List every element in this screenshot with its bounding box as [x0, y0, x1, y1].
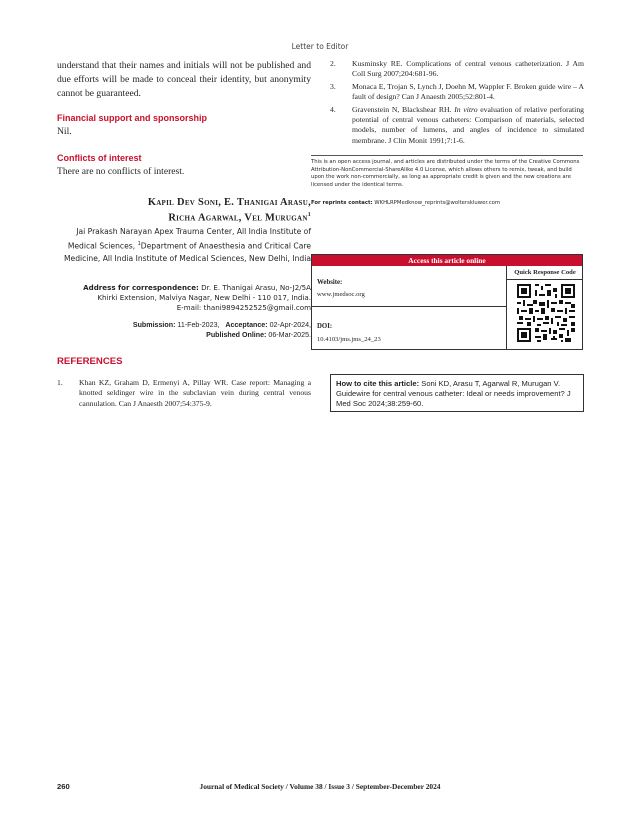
website-label: Website:	[317, 279, 343, 286]
correspondence-line-1	[57, 283, 311, 293]
reference-rest: evaluation of relative perforating potential of central venous catheters: Comparison of materials, selected models, number of lumens, and angles of incidence to simulated membrane. J Clin Monit 1991;7:1-6.	[352, 104, 585, 145]
correspondence-name: Dr. E. Thanigai Arasu, No-J2/5A	[201, 283, 311, 292]
reprints-email[interactable]: WKHLRPMedknow_reprints@wolterskluwer.com	[374, 200, 501, 206]
affiliation-superscript: 1	[137, 241, 141, 248]
author-superscript: 1	[307, 212, 311, 218]
conflicts-heading: Conflicts of interest	[57, 153, 142, 163]
reference-number: 3.	[330, 81, 336, 91]
financial-text: Nil.	[57, 126, 72, 137]
reference-authors: Gravenstein N, Blackshear RH.	[352, 104, 455, 114]
reprints-label: For reprints contact:	[311, 200, 373, 206]
access-box-info	[312, 266, 507, 350]
correspondence-address	[57, 283, 311, 313]
doi-label: DOI:	[317, 323, 333, 330]
page-number: 260	[57, 782, 70, 791]
license-text: This is an open access journal, and articles are distributed under the terms of the Creative Commons Attribution-NonCommercial-ShareAlike 4.0 License, which allows others to remix, tweak, and build upon the work non-commercially, as long as appropriate credit is given and the new creations are licensed under the identical terms.	[311, 159, 580, 188]
access-box-separator	[312, 306, 506, 307]
article-dates	[57, 320, 311, 340]
reference-number: 4.	[330, 104, 336, 114]
reference-item-2	[330, 59, 584, 80]
correspondence-email[interactable]: E-mail: thani9894252525@gmail.com	[176, 303, 311, 312]
affiliation-part-2: Department of Anaesthesia and Critical Care Medicine, All India Institute of Medical Sciences, New Delhi, India	[63, 241, 311, 263]
qr-code-icon[interactable]	[517, 284, 575, 342]
access-box-title: Access this article online	[312, 255, 582, 266]
author-line-1: Kapil Dev Soni, E. Thanigai Arasu,	[147, 197, 311, 208]
reference-text	[352, 105, 584, 147]
qr-label: Quick Response Code	[507, 266, 583, 280]
reference-number: 2.	[330, 59, 336, 68]
published-date: 06-Mar-2025.	[268, 331, 311, 339]
license-divider	[311, 155, 583, 156]
reference-number: 1.	[57, 378, 63, 387]
author-list	[57, 196, 311, 224]
references-heading: REFERENCES	[57, 356, 123, 367]
reference-item-4	[330, 105, 584, 147]
acceptance-date: 02-Apr-2024,	[269, 321, 311, 329]
intro-paragraph: understand that their names and initials will not be published and due efforts will be made to conceal their identity, but anonymity cannot be guaranteed.	[57, 60, 311, 99]
reference-italic: In vitro	[454, 104, 478, 114]
reference-text: Monaca E, Trojan S, Lynch J, Doehn M, Wappler F. Broken guide wire – A fault of design? Can J Anaesth 2005;52:801-4.	[352, 81, 584, 102]
doi-value[interactable]: 10.4103/jms.jms_24_23	[317, 336, 381, 343]
submission-date: 11-Feb-2023,	[177, 321, 220, 329]
conflicts-text: There are no conflicts of interest.	[57, 166, 185, 177]
affiliation-part-1: Jai Prakash Narayan Apex Trauma Center, All India Institute of Medical Sciences,	[67, 227, 311, 251]
reprints-line	[311, 200, 583, 208]
author-line-2	[57, 209, 311, 224]
reference-item-1	[57, 378, 311, 409]
reference-text: Khan KZ, Graham D, Ermenyi A, Pillay WR. Case report: Managing a knotted seldinger wire in the subclavian vein during central venous cannulation. Can J Anaesth 2007;54:375-9.	[79, 378, 311, 408]
affiliation	[57, 226, 311, 265]
citation-text: Soni KD, Arasu T, Agarwal R, Murugan V. Guidewire for central venous catheter: Ideal or needs improvement? J Med Soc 2024;38:259-60.	[336, 379, 571, 408]
website-link[interactable]: www.jmedsoc.org	[317, 291, 365, 298]
correspondence-line-2: Khirki Extension, Malviya Nagar, New Delhi - 110 017, India.	[97, 293, 311, 302]
author-line-2-text: Richa Agarwal, Vel Murugan	[168, 212, 308, 224]
reference-list-right	[330, 59, 584, 148]
reference-list-left	[57, 378, 311, 411]
published-label: Published Online:	[206, 331, 267, 339]
footer-journal-info: Journal of Medical Society / Volume 38 / Issue 3 / September-December 2024	[199, 782, 441, 791]
dates-line-1	[57, 320, 311, 330]
reference-item-3	[330, 82, 584, 103]
acceptance-label: Acceptance:	[225, 321, 268, 329]
dates-line-2	[57, 330, 311, 340]
running-header: Letter to Editor	[291, 42, 349, 51]
citation-box	[330, 374, 584, 412]
citation-label: How to cite this article:	[336, 379, 420, 388]
reference-text: Kusminsky RE. Complications of central venous catheterization. J Am Coll Surg 2007;204:681-96.	[352, 59, 584, 79]
access-article-box	[311, 254, 583, 350]
correspondence-label: Address for correspondence:	[83, 283, 199, 292]
financial-heading: Financial support and sponsorship	[57, 113, 208, 123]
submission-label: Submission:	[132, 321, 176, 329]
